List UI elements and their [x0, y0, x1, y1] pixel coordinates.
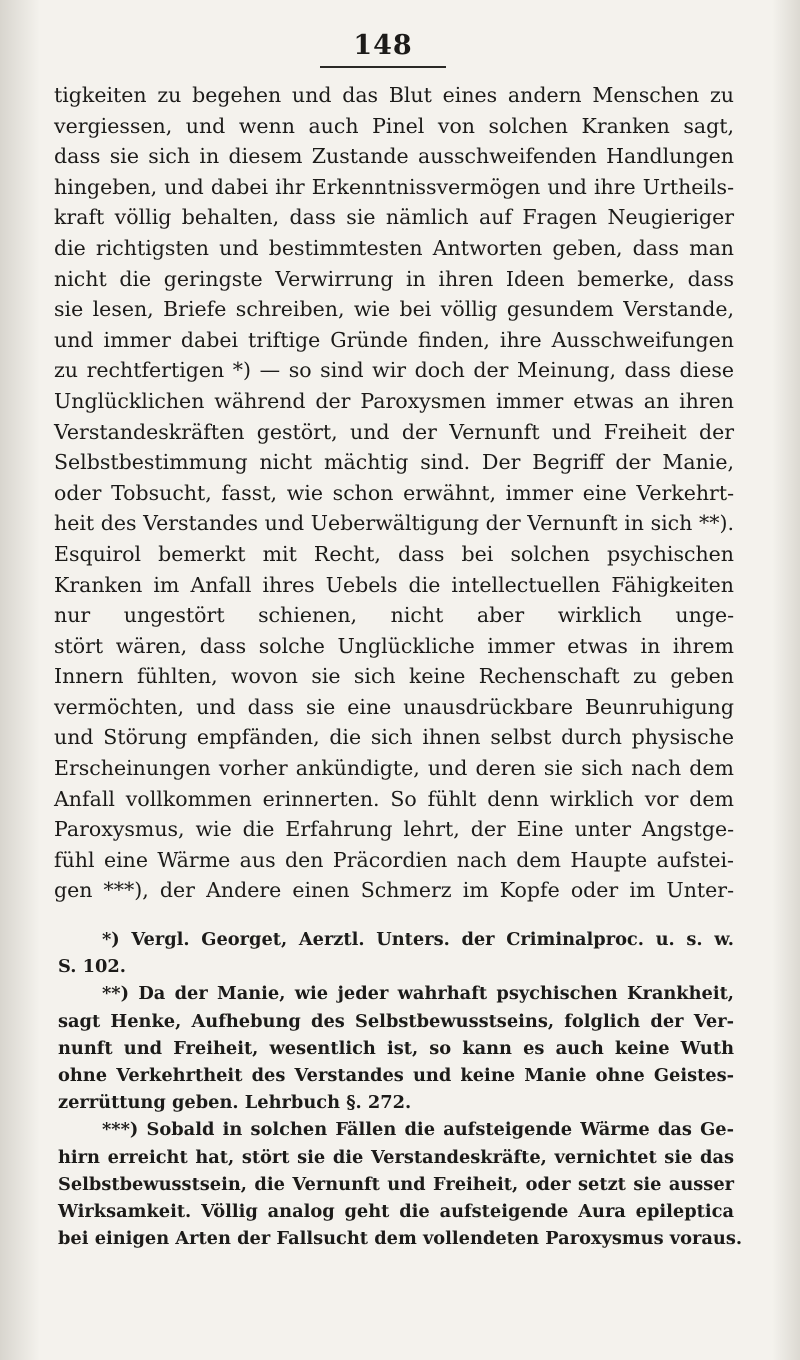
body-line: stört wären, dass solche Unglückliche immer etwas in ihrem — [54, 633, 734, 658]
footnote-line: Selbstbewusstsein, die Vernunft und Freiheit, oder setzt sie ausser — [58, 1173, 734, 1195]
body-line: dass sie sich in diesem Zustande ausschweifenden Handlungen — [54, 144, 734, 169]
header-rule — [320, 66, 446, 68]
footnote-line: *) Vergl. Georget, Aerztl. Unters. der Criminalproc. u. s. w. — [102, 929, 734, 950]
body-line: Kranken im Anfall ihres Uebels die intellectuellen Fähigkeiten — [54, 572, 734, 597]
body-line: heit des Verstandes und Ueberwältigung der Vernunft in sich **). — [54, 511, 734, 536]
footnote-line: nunft und Freiheit, wesentlich ist, so kann es auch keine Wuth — [58, 1037, 734, 1059]
body-line: Esquirol bemerkt mit Recht, dass bei solchen psychischen — [54, 541, 734, 566]
footnote-line: ohne Verkehrtheit des Verstandes und keine Manie ohne Geistes- — [58, 1065, 734, 1087]
body-line: Selbstbestimmung nicht mächtig sind. Der Begriff der Manie, — [54, 450, 734, 475]
footnote-line: zerrüttung geben. Lehrbuch §. 272. — [58, 1092, 412, 1114]
body-line: gen ***), der Andere einen Schmerz im Kopfe oder im Unter- — [54, 878, 734, 903]
body-line: tigkeiten zu begehen und das Blut eines andern Menschen zu — [54, 83, 734, 107]
footnotes — [58, 926, 743, 1252]
page-number: 148 — [353, 30, 413, 61]
body-line: nur ungestört schienen, nicht aber wirklich unge- — [54, 603, 734, 628]
footnote-line: bei einigen Arten der Fallsucht dem vollendeten Paroxysmus voraus. — [58, 1228, 743, 1250]
body-line: Erscheinungen vorher ankündigte, und deren sie sich nach dem — [54, 756, 734, 781]
body-line: sie lesen, Briefe schreiben, wie bei völlig gesundem Verstande, — [54, 297, 734, 322]
body-line: nicht die geringste Verwirrung in ihren Ideen bemerke, dass — [54, 266, 734, 291]
body-line: fühl eine Wärme aus den Präcordien nach dem Haupte aufstei- — [54, 847, 734, 872]
body-line: zu rechtfertigen *) — so sind wir doch der Meinung, dass diese — [54, 358, 734, 383]
body-line: hingeben, und dabei ihr Erkenntnissvermögen und ihre Urtheils- — [54, 174, 734, 199]
body-line: Verstandeskräften gestört, und der Vernunft und Freiheit der — [54, 419, 734, 444]
body-line: vergiessen, und wenn auch Pinel von solchen Kranken sagt, — [54, 113, 734, 138]
footnote-line: sagt Henke, Aufhebung des Selbstbewusstseins, folglich der Ver- — [58, 1010, 734, 1032]
body-line: und Störung empfänden, die sich ihnen selbst durch physische — [54, 725, 734, 750]
body-line: Unglücklichen während der Paroxysmen immer etwas an ihren — [54, 388, 734, 413]
body-line: und immer dabei triftige Gründe finden, ihre Ausschweifungen — [54, 327, 734, 352]
body-line: kraft völlig behalten, dass sie nämlich auf Fragen Neugieriger — [54, 205, 734, 230]
body-line: vermöchten, und dass sie eine unausdrückbare Beunruhigung — [54, 694, 734, 719]
footnote-line: **) Da der Manie, wie jeder wahrhaft psychischen Krankheit, — [102, 983, 734, 1005]
footnote-line: S. 102. — [58, 956, 126, 978]
body-line: Anfall vollkommen erinnerten. So fühlt denn wirklich vor dem — [54, 786, 734, 811]
footnote-line: hirn erreicht hat, stört sie die Verstandeskräfte, vernichtet sie das — [58, 1146, 734, 1168]
body-text — [54, 80, 734, 906]
body-line: Paroxysmus, wie die Erfahrung lehrt, der Eine unter Angstge- — [54, 817, 734, 842]
body-line: oder Tobsucht, fasst, wie schon erwähnt, immer eine Verkehrt- — [54, 480, 734, 505]
body-line: die richtigsten und bestimmtesten Antworten geben, dass man — [54, 235, 734, 260]
footnote-line: ***) Sobald in solchen Fällen die aufsteigende Wärme das Ge- — [102, 1119, 734, 1141]
body-line: Innern fühlten, wovon sie sich keine Rechenschaft zu geben — [54, 664, 734, 689]
footnote-line: Wirksamkeit. Völlig analog geht die aufsteigende Aura epileptica — [58, 1201, 734, 1223]
